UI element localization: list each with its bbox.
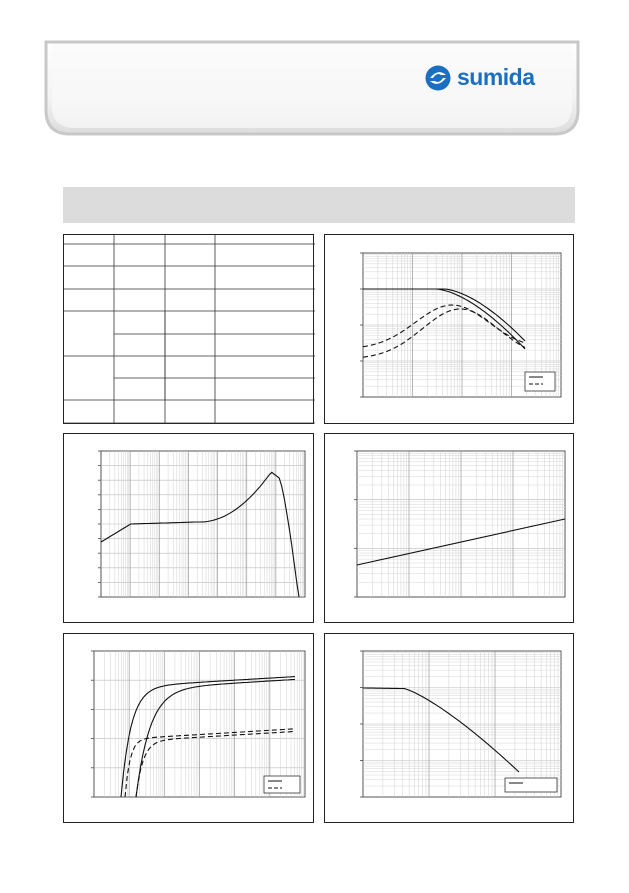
plot-area bbox=[354, 451, 565, 597]
chart-panel-bottom-right bbox=[324, 633, 574, 823]
legend-box bbox=[505, 778, 557, 792]
spec-table bbox=[64, 235, 315, 425]
brand-name: sumida bbox=[457, 64, 535, 90]
legend-box bbox=[264, 776, 300, 793]
chart-saturation bbox=[64, 634, 315, 824]
plot-area bbox=[98, 451, 305, 597]
chart-panel-mid-left bbox=[63, 433, 314, 623]
chart-log-linear bbox=[325, 434, 575, 624]
chart-impedance bbox=[325, 235, 575, 425]
sumida-logo bbox=[424, 62, 548, 94]
plot-area bbox=[360, 651, 561, 797]
legend-box bbox=[525, 372, 555, 391]
chart-panel-top-right bbox=[324, 234, 574, 424]
chart-inductance-freq bbox=[64, 434, 315, 624]
section-title-bar bbox=[63, 187, 575, 223]
chart-panel-mid-right bbox=[324, 433, 574, 623]
spec-table-panel bbox=[63, 234, 314, 424]
chart-rolloff bbox=[325, 634, 575, 824]
sumida-logo-icon bbox=[424, 64, 452, 92]
chart-panel-bottom-left bbox=[63, 633, 314, 823]
